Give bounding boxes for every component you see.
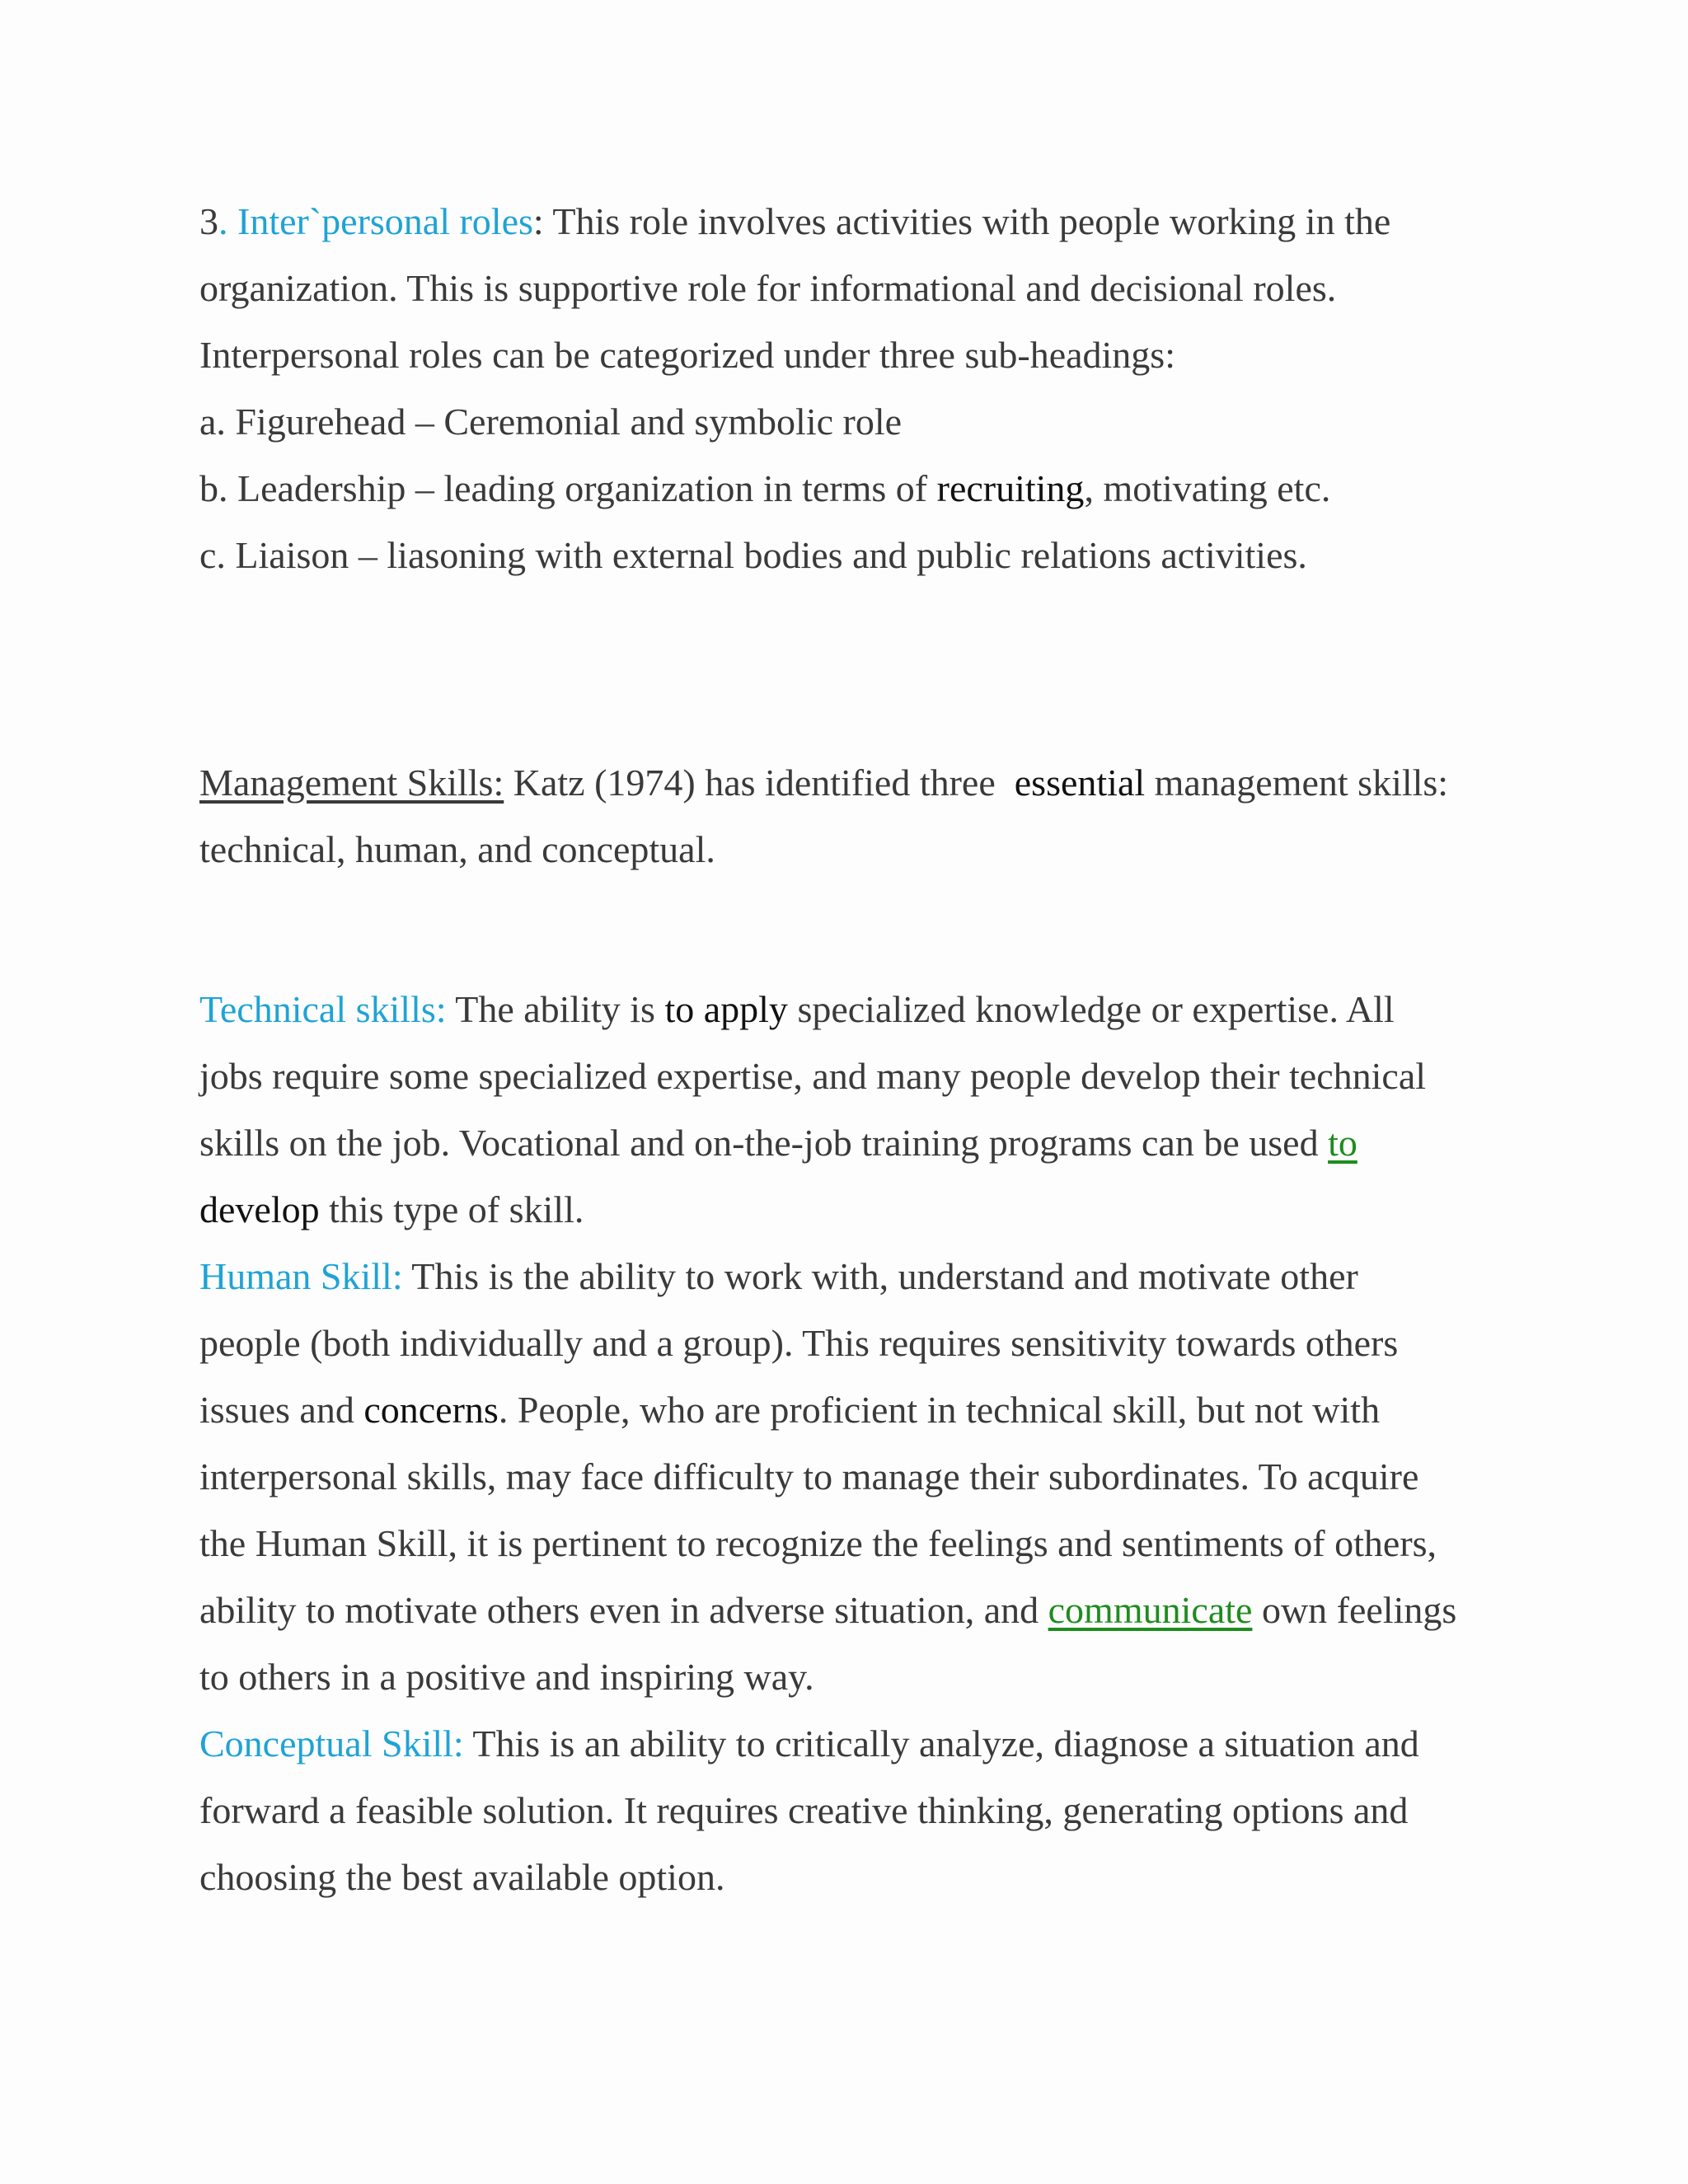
body-text: ability to motivate others even in adverse situation, and bbox=[199, 1589, 1048, 1631]
text-line bbox=[199, 188, 1485, 255]
text-line bbox=[199, 749, 1485, 816]
text-line bbox=[199, 1577, 1485, 1643]
to-link[interactable]: to bbox=[1328, 1122, 1357, 1164]
body-text: issues and bbox=[199, 1389, 364, 1431]
text-line bbox=[199, 1176, 1485, 1243]
emphasis-word: essential bbox=[1014, 762, 1146, 804]
body-text: This is the ability to work with, understand and motivate other bbox=[402, 1255, 1358, 1297]
list-item bbox=[199, 455, 1485, 522]
conceptual-skill-heading: Conceptual Skill: bbox=[199, 1722, 464, 1765]
body-text: skills on the job. Vocational and on-the-job training programs can be used bbox=[199, 1122, 1329, 1164]
interpersonal-roles-section bbox=[199, 188, 1485, 588]
list-item: a. Figurehead – Ceremonial and symbolic role bbox=[199, 401, 903, 443]
emphasis-word: recruiting bbox=[936, 467, 1085, 509]
text-line: to others in a positive and inspiring way. bbox=[199, 1656, 814, 1698]
section-heading: . Inter`personal roles bbox=[218, 200, 533, 242]
emphasis-word: develop bbox=[199, 1188, 320, 1230]
text-line: Interpersonal roles can be categorized under three sub-headings: bbox=[199, 334, 1175, 376]
body-text: . People, who are proficient in technical skill, but not with bbox=[498, 1389, 1381, 1431]
technical-skills-heading: Technical skills: bbox=[199, 988, 447, 1030]
section-number: 3 bbox=[199, 200, 218, 242]
body-text: : This role involves activities with people working in the bbox=[532, 200, 1391, 242]
text-line: organization. This is supportive role for informational and decisional roles. bbox=[199, 267, 1337, 309]
text-line: jobs require some specialized expertise, and many people develop their technical bbox=[199, 1055, 1427, 1097]
text-line: technical, human, and conceptual. bbox=[199, 828, 715, 870]
body-text: , motivating etc. bbox=[1084, 467, 1331, 509]
emphasis-word: to apply bbox=[664, 988, 788, 1030]
text-line: forward a feasible solution. It requires creative thinking, generating options and bbox=[199, 1789, 1409, 1831]
body-text: b. Leadership – leading organization in terms of bbox=[199, 467, 937, 509]
text-line bbox=[199, 1376, 1485, 1443]
skill-types-section bbox=[199, 976, 1485, 1910]
communicate-link[interactable]: communicate bbox=[1048, 1589, 1253, 1631]
body-text: The ability is bbox=[446, 988, 665, 1030]
body-text: management skills: bbox=[1145, 762, 1449, 804]
body-text: own feelings bbox=[1252, 1589, 1457, 1631]
text-line bbox=[199, 1109, 1485, 1176]
text-line bbox=[199, 976, 1485, 1043]
list-item: c. Liaison – liasoning with external bodies and public relations activities. bbox=[199, 534, 1307, 576]
text-line: the Human Skill, it is pertinent to recognize the feelings and sentiments of others, bbox=[199, 1522, 1437, 1564]
body-text: Katz (1974) has identified three bbox=[504, 762, 1015, 804]
text-line: interpersonal skills, may face difficulty to manage their subordinates. To acquire bbox=[199, 1455, 1419, 1497]
body-text: This is an ability to critically analyze, diagnose a situation and bbox=[463, 1722, 1419, 1765]
body-text: this type of skill. bbox=[319, 1188, 584, 1230]
management-skills-section bbox=[199, 749, 1485, 883]
text-line bbox=[199, 1710, 1485, 1777]
text-line: choosing the best available option. bbox=[199, 1856, 725, 1898]
human-skill-heading: Human Skill: bbox=[199, 1255, 403, 1297]
section-heading: Management Skills: bbox=[199, 762, 504, 804]
text-line bbox=[199, 1243, 1485, 1310]
body-text: specialized knowledge or expertise. All bbox=[787, 988, 1395, 1030]
text-line: people (both individually and a group). This requires sensitivity towards others bbox=[199, 1322, 1399, 1364]
emphasis-word: concerns bbox=[363, 1389, 499, 1431]
